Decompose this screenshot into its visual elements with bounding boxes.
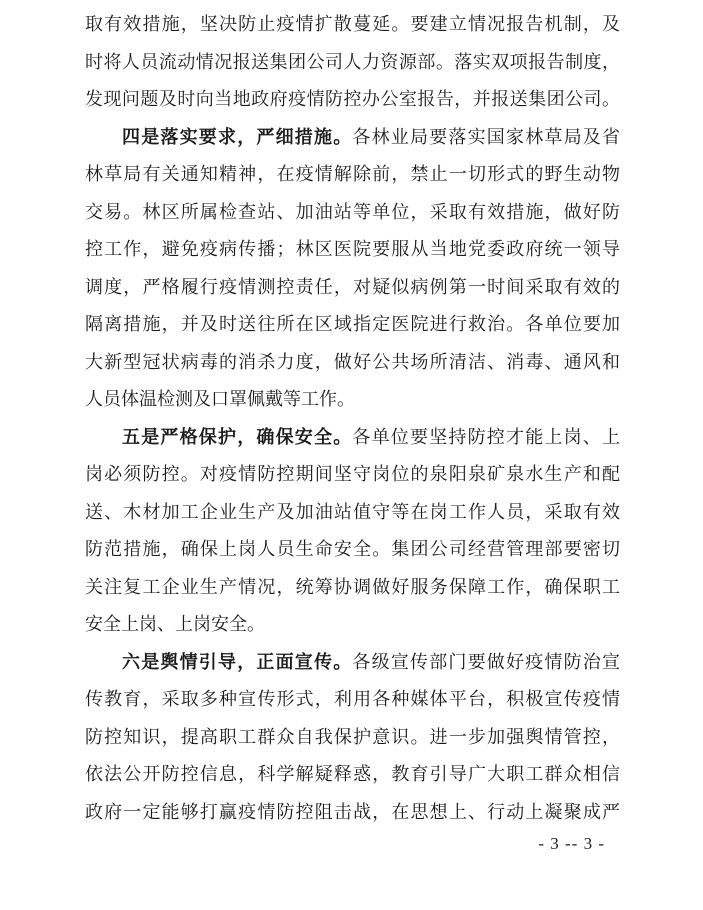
line-text-run: 传教育，采取多种宣传形式，利用各种媒体平台，积极宣传疫情 [85,689,620,709]
document-line [85,419,620,457]
line-text-run: 各林业局要落实国家林草局及省 [352,126,621,147]
document-line [85,344,620,382]
line-text-run: 防控知识，提高职工群众自我保护意识。进一步加强舆情管控， [85,726,620,747]
document-line [85,381,620,419]
line-text-run: 政府一定能够打赢疫情防控阻击战，在思想上、行动上凝聚成严 [85,801,620,822]
line-text-run: 发现问题及时向当地政府疫情防控办公室报告，并报送集团公司。 [85,89,620,109]
document-line [85,606,620,644]
document-line [85,81,620,119]
line-text-run: 依法公开防控信息，科学解疑释惑，教育引导广大职工群众相信 [85,764,620,784]
line-text-run: 各单位要坚持防控才能上岗、上 [352,426,621,447]
line-text-run: 安全上岗、上岗安全。 [85,614,265,634]
document-line [85,719,620,757]
paragraph-heading-run: 五是严格保护，确保安全。 [122,426,353,447]
line-text-run: 关注复工企业生产情况，统筹协调做好服务保障工作，确保职工 [85,576,620,597]
page-number: - 3 -- 3 - [538,834,605,853]
document-line [85,644,620,682]
line-text-run: 林草局有关通知精神，在疫情解除前，禁止一切形式的野生动物 [85,164,620,184]
document-line [85,156,620,194]
document-line [85,681,620,719]
line-text-run: 各级宣传部门要做好疫情防治宣 [352,651,621,672]
document-line [85,531,620,569]
document-line [85,269,620,307]
line-text-run: 取有效措施，坚决防止疫情扩散蔓延。要建立情况报告机制，及 [85,14,620,34]
line-text-run: 隔离措施，并及时送往所在区域指定医院进行救治。各单位要加 [85,314,620,334]
line-text-run: 调度，严格履行疫情测控责任，对疑似病例第一时间采取有效的 [85,276,620,297]
document-line [85,756,620,794]
line-text-run: 人员体温检测及口罩佩戴等工作。 [85,389,355,409]
document-line [85,6,620,44]
paragraph-heading-run: 六是舆情引导，正面宣传。 [122,651,353,672]
document-line [85,119,620,157]
line-text-run: 大新型冠状病毒的消杀力度，做好公共场所清洁、消毒、通风和 [85,351,620,372]
document-line [85,456,620,494]
line-text-run: 送、木材加工企业生产及加油站值守等在岗工作人员，采取有效 [85,501,620,522]
document-line [85,306,620,344]
paragraph-heading-run: 四是落实要求，严细措施。 [122,126,353,147]
line-text-run: 时将人员流动情况报送集团公司人力资源部。落实双项报告制度， [85,51,620,72]
document-line [85,231,620,269]
line-text-run: 交易。林区所属检查站、加油站等单位，采取有效措施，做好防 [85,201,620,222]
document-body [85,6,620,831]
document-line [85,794,620,832]
line-text-run: 防范措施，确保上岗人员生命安全。集团公司经营管理部要密切 [85,539,620,559]
document-line [85,569,620,607]
document-line [85,494,620,532]
line-text-run: 控工作，避免疫病传播；林区医院要服从当地党委政府统一领导 [85,239,620,259]
line-text-run: 岗必须防控。对疫情防控期间坚守岗位的泉阳泉矿泉水生产和配 [85,464,620,484]
document-line [85,44,620,82]
document-line [85,194,620,232]
